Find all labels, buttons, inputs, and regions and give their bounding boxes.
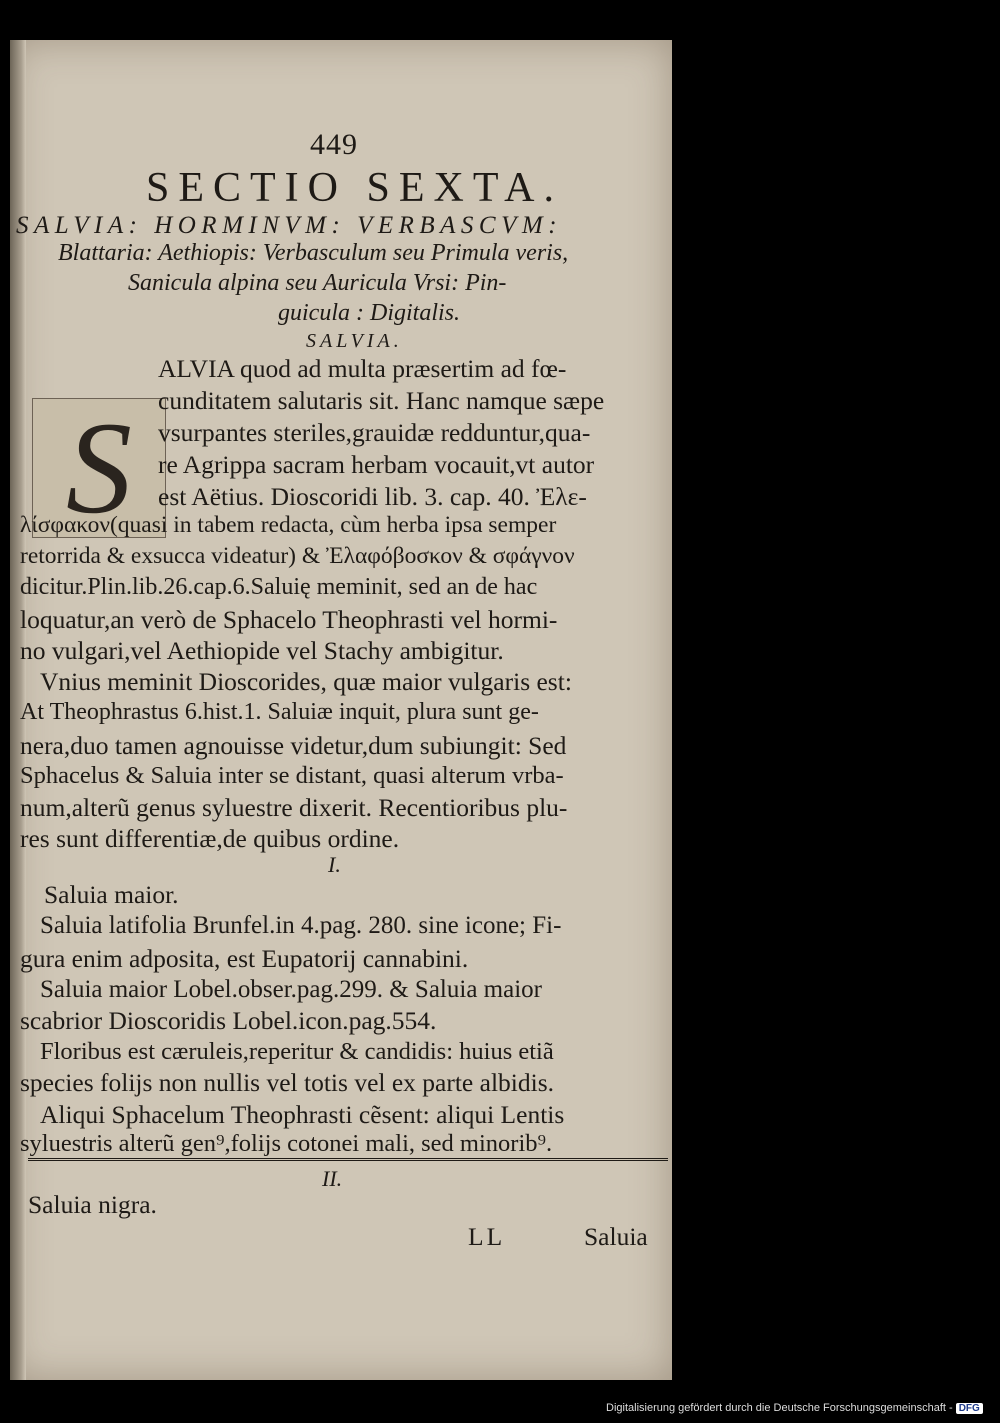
digitization-credit (606, 1402, 983, 1414)
signature-mark: LL (468, 1222, 506, 1251)
heading-line: Blattaria: Aethiopis: Verbasculum seu Primula veris, (58, 240, 569, 266)
heading-line: guicula : Digitalis. (278, 300, 460, 326)
entry-line: syluestris alterũ gen⁹,folijs cotonei mali, sed minorib⁹. (20, 1130, 553, 1157)
book-page (10, 40, 672, 1380)
body-line: loquatur,an verò de Sphacelo Theophrasti vel hormi- (20, 605, 558, 634)
body-line: num,alterũ genus syluestre dixerit. Recentioribus plu- (20, 793, 568, 822)
body-line: ALVIA quod ad multa præsertim ad fœ- (158, 354, 567, 383)
catchword: Saluia (584, 1222, 648, 1251)
entry-line: gura enim adposita, est Eupatorij cannabini. (20, 944, 469, 973)
heading-line: SALVIA: HORMINVM: VERBASCVM: (16, 212, 563, 239)
body-line: cunditatem salutaris sit. Hanc namque sæpe (158, 386, 605, 415)
entry-line: species folijs non nullis vel totis vel ex parte albidis. (20, 1068, 554, 1097)
entry-line: Saluia maior. (44, 880, 179, 909)
page-number: 449 (310, 128, 358, 161)
double-rule (28, 1158, 668, 1161)
entry-numeral: I. (328, 852, 341, 877)
body-line: At Theophrastus 6.hist.1. Saluiæ inquit, plura sunt ge- (20, 699, 539, 725)
dfg-logo: DFG (956, 1403, 983, 1414)
heading-line: Sanicula alpina seu Auricula Vrsi: Pin- (128, 270, 507, 296)
body-line: res sunt differentiæ,de quibus ordine. (20, 824, 400, 853)
credit-text: Digitalisierung gefördert durch die Deutsche Forschungsgemeinschaft - (606, 1402, 953, 1414)
entry-numeral: II. (322, 1166, 343, 1191)
entry-line: Floribus est cæruleis,reperitur & candidis: huius etiã (40, 1038, 554, 1065)
entry-line: Aliqui Sphacelum Theophrasti cẽsent: aliqui Lentis (40, 1100, 565, 1129)
entry-line: Saluia maior Lobel.obser.pag.299. & Saluia maior (40, 976, 542, 1003)
body-line: Sphacelus & Saluia inter se distant, quasi alterum vrba- (20, 762, 564, 789)
entry-line: scabrior Dioscoridis Lobel.icon.pag.554. (20, 1006, 437, 1035)
body-line: vsurpantes steriles,grauidæ redduntur,qua- (158, 418, 591, 447)
body-line: λίσφακον(quasi in tabem redacta, cùm herba ipsa semper (20, 512, 557, 538)
section-title: SECTIO SEXTA. (146, 165, 563, 211)
body-line: no vulgari,vel Aethiopide vel Stachy ambigitur. (20, 636, 504, 665)
dropcap-letter: S (66, 394, 132, 541)
entry-line: Saluia nigra. (28, 1190, 157, 1219)
subheading: SALVIA. (306, 330, 403, 352)
body-line: est Aëtius. Dioscoridi lib. 3. cap. 40. Ἐλε- (158, 482, 587, 511)
body-line: re Agrippa sacram herbam vocauit,vt autor (158, 450, 595, 479)
body-line: Vnius meminit Dioscorides, quæ maior vulgaris est: (40, 667, 572, 696)
entry-line: Saluia latifolia Brunfel.in 4.pag. 280. sine icone; Fi- (40, 912, 562, 939)
body-line: dicitur.Plin.lib.26.cap.6.Saluię meminit, sed an de hac (20, 574, 538, 600)
body-line: nera,duo tamen agnouisse videtur,dum subiungit: Sed (20, 731, 567, 760)
body-line: retorrida & exsucca videatur) & Ἐλαφόβοσκον & σφάγνον (20, 543, 575, 569)
